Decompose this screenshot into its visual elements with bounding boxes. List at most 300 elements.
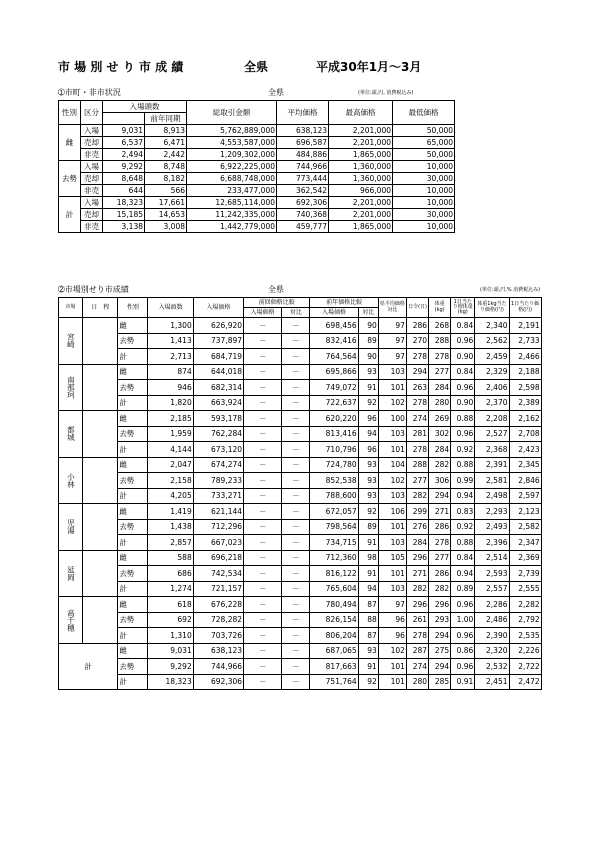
count-cell: 2,494 [103, 149, 145, 161]
count-cell: 9,031 [103, 125, 145, 137]
table-row [59, 612, 574, 628]
max-price-cell: 1,360,000 [329, 173, 393, 185]
daily-gain-cell: 0.96 [451, 597, 475, 613]
table-row [59, 197, 455, 209]
sex-cell: 去勢 [118, 519, 148, 535]
ly-ratio-cell: 89 [358, 519, 378, 535]
daily-gain-cell: 0.83 [451, 504, 475, 520]
prev-ratio-cell: － [282, 535, 310, 551]
pref-ratio-cell: 101 [378, 442, 406, 458]
price-cell: 696,218 [193, 550, 243, 566]
price-per-day-cell: 2,423 [509, 442, 541, 458]
age-cell: 278 [406, 628, 428, 644]
pref-ratio-cell: 102 [378, 643, 406, 659]
ly-ratio-cell: 92 [358, 395, 378, 411]
ly-ratio-cell: 98 [358, 550, 378, 566]
price-per-day-cell: 2,792 [509, 612, 541, 628]
price-cell: 737,897 [193, 333, 243, 349]
count-cell: 686 [148, 566, 193, 582]
prev-price-cell: － [244, 659, 282, 675]
daily-gain-cell: 0.84 [451, 318, 475, 334]
count-cell: 18,323 [148, 674, 193, 690]
price-cell: 712,296 [193, 519, 243, 535]
price-per-kg-cell: 2,581 [475, 473, 509, 489]
max-price-cell: 966,000 [329, 185, 393, 197]
market-name: 計 [59, 643, 118, 690]
table-row [59, 411, 574, 427]
count-cell: 1,820 [148, 395, 193, 411]
price-per-day-cell: 2,191 [509, 318, 541, 334]
ly-price-cell: 798,564 [310, 519, 358, 535]
ly-ratio-cell: 96 [358, 411, 378, 427]
prev-year-cell: 566 [145, 185, 187, 197]
category-cell: 非売 [81, 185, 103, 197]
price-per-day-cell: 2,369 [509, 550, 541, 566]
sex-label: 雌 [59, 125, 81, 161]
ly-ratio-cell: 94 [358, 426, 378, 442]
count-cell: 18,323 [103, 197, 145, 209]
table-row [59, 380, 574, 396]
sex-cell: 雌 [118, 504, 148, 520]
prev-price-cell: － [244, 333, 282, 349]
avg-price-cell: 740,368 [277, 209, 329, 221]
col-count: 入場頭数 [148, 298, 193, 318]
price-per-kg-cell: 2,329 [475, 364, 509, 380]
weight-cell: 269 [429, 411, 451, 427]
prev-price-cell: － [244, 566, 282, 582]
price-cell: 638,123 [193, 643, 243, 659]
price-per-day-cell: 2,466 [509, 349, 541, 365]
ly-ratio-cell: 93 [358, 643, 378, 659]
ly-ratio-cell: 93 [358, 457, 378, 473]
category-cell: 入場 [81, 161, 103, 173]
market-name: 小林 [59, 457, 83, 504]
daily-gain-cell: 0.90 [451, 349, 475, 365]
pref-ratio-cell: 102 [378, 395, 406, 411]
age-cell: 299 [406, 504, 428, 520]
table-row [59, 364, 574, 380]
pref-ratio-cell: 96 [378, 612, 406, 628]
table-row [59, 597, 574, 613]
pref-ratio-cell: 103 [378, 364, 406, 380]
price-per-kg-cell: 2,340 [475, 318, 509, 334]
price-per-kg-cell: 2,406 [475, 380, 509, 396]
weight-cell: 294 [429, 628, 451, 644]
daily-gain-cell: 0.94 [451, 566, 475, 582]
col-sex: 性別 [118, 298, 148, 318]
price-per-day-cell: 2,846 [509, 473, 541, 489]
prev-price-cell: － [244, 612, 282, 628]
total-amount-cell: 1,209,302,000 [187, 149, 277, 161]
age-cell: 276 [406, 519, 428, 535]
price-per-day-cell: 2,282 [509, 597, 541, 613]
prev-price-cell: － [244, 364, 282, 380]
prev-ratio-cell: － [282, 411, 310, 427]
col-prev-ratio: 対比 [282, 308, 310, 318]
daily-gain-cell: 0.90 [451, 395, 475, 411]
price-cell: 621,144 [193, 504, 243, 520]
pref-ratio-cell: 97 [378, 333, 406, 349]
avg-price-cell: 484,886 [277, 149, 329, 161]
pref-ratio-cell: 96 [378, 628, 406, 644]
pref-ratio-cell: 103 [378, 535, 406, 551]
category-cell: 非売 [81, 221, 103, 233]
age-cell: 263 [406, 380, 428, 396]
prev-ratio-cell: － [282, 581, 310, 597]
table-row [59, 161, 455, 173]
count-cell: 2,158 [148, 473, 193, 489]
price-per-kg-cell: 2,532 [475, 659, 509, 675]
sex-cell: 雌 [118, 643, 148, 659]
price-cell: 703,726 [193, 628, 243, 644]
table-row [59, 643, 574, 659]
col-max-price: 最高価格 [329, 101, 393, 125]
total-amount-cell: 6,688,748,000 [187, 173, 277, 185]
sex-cell: 計 [118, 488, 148, 504]
avg-price-cell: 773,444 [277, 173, 329, 185]
min-price-cell: 10,000 [393, 185, 455, 197]
prev-ratio-cell: － [282, 674, 310, 690]
prev-ratio-cell: － [282, 426, 310, 442]
price-cell: 626,920 [193, 318, 243, 334]
avg-price-cell: 638,123 [277, 125, 329, 137]
prev-ratio-cell: － [282, 612, 310, 628]
ly-price-cell: 764,564 [310, 349, 358, 365]
min-price-cell: 30,000 [393, 209, 455, 221]
daily-gain-cell: 0.96 [451, 628, 475, 644]
count-cell: 2,185 [148, 411, 193, 427]
prev-price-cell: － [244, 488, 282, 504]
table-row [59, 426, 574, 442]
table-row [59, 137, 455, 149]
ly-ratio-cell: 94 [358, 581, 378, 597]
count-cell: 2,047 [148, 457, 193, 473]
count-cell: 618 [148, 597, 193, 613]
count-cell: 9,031 [148, 643, 193, 659]
table-row [59, 674, 574, 690]
prev-price-cell: － [244, 457, 282, 473]
pref-ratio-cell: 105 [378, 550, 406, 566]
weight-cell: 284 [429, 380, 451, 396]
col-prev-price: 入場価格 [244, 308, 282, 318]
prev-ratio-cell: － [282, 488, 310, 504]
daily-gain-cell: 0.94 [451, 488, 475, 504]
count-cell: 946 [148, 380, 193, 396]
ly-ratio-cell: 88 [358, 612, 378, 628]
total-amount-cell: 6,922,225,000 [187, 161, 277, 173]
age-cell: 277 [406, 473, 428, 489]
total-amount-cell: 11,242,335,000 [187, 209, 277, 221]
weight-cell: 285 [429, 674, 451, 690]
ly-ratio-cell: 91 [358, 535, 378, 551]
ly-ratio-cell: 87 [358, 597, 378, 613]
table-row [59, 628, 574, 644]
weight-cell: 286 [429, 519, 451, 535]
age-cell: 296 [406, 550, 428, 566]
prev-price-cell: － [244, 318, 282, 334]
market-name: 児湯 [59, 504, 83, 551]
pref-ratio-cell: 100 [378, 411, 406, 427]
weight-cell: 294 [429, 659, 451, 675]
daily-gain-cell: 0.96 [451, 380, 475, 396]
date-cell [83, 504, 118, 551]
ly-price-cell: 722,637 [310, 395, 358, 411]
price-per-day-cell: 2,123 [509, 504, 541, 520]
title-period: 平成30年1月～3月 [316, 60, 422, 74]
pref-ratio-cell: 97 [378, 597, 406, 613]
weight-cell: 277 [429, 364, 451, 380]
table-row [59, 173, 455, 185]
daily-gain-cell: 0.84 [451, 550, 475, 566]
price-cell: 728,282 [193, 612, 243, 628]
market-name: 延岡 [59, 550, 83, 597]
age-cell: 278 [406, 349, 428, 365]
col-min-price: 最低価格 [393, 101, 455, 125]
age-cell: 261 [406, 612, 428, 628]
count-cell: 3,138 [103, 221, 145, 233]
table-row [59, 318, 574, 334]
prev-ratio-cell: － [282, 457, 310, 473]
age-cell: 274 [406, 411, 428, 427]
price-per-day-cell: 2,347 [509, 535, 541, 551]
prev-price-cell: － [244, 628, 282, 644]
age-cell: 280 [406, 674, 428, 690]
sex-cell: 去勢 [118, 380, 148, 396]
price-per-kg-cell: 2,390 [475, 628, 509, 644]
price-per-kg-cell: 2,396 [475, 535, 509, 551]
prev-price-cell: － [244, 380, 282, 396]
col-total-amount: 総取引金額 [187, 101, 277, 125]
daily-gain-cell: 0.84 [451, 364, 475, 380]
market-name: 宮崎 [59, 318, 83, 365]
ly-ratio-cell: 91 [358, 380, 378, 396]
weight-cell: 275 [429, 643, 451, 659]
price-cell: 762,284 [193, 426, 243, 442]
sex-cell: 雌 [118, 550, 148, 566]
count-cell: 1,413 [148, 333, 193, 349]
col-daily-gain: 1日当たり増体量(kg) [451, 298, 475, 318]
ly-price-cell: 712,360 [310, 550, 358, 566]
age-cell: 278 [406, 442, 428, 458]
ly-price-cell: 816,122 [310, 566, 358, 582]
pref-ratio-cell: 97 [378, 349, 406, 365]
price-per-day-cell: 2,598 [509, 380, 541, 396]
prev-ratio-cell: － [282, 519, 310, 535]
prev-price-cell: － [244, 674, 282, 690]
count-cell: 2,857 [148, 535, 193, 551]
weight-cell: 288 [429, 333, 451, 349]
max-price-cell: 1,865,000 [329, 221, 393, 233]
weight-cell: 280 [429, 395, 451, 411]
price-per-day-cell: 2,722 [509, 659, 541, 675]
price-cell: 684,719 [193, 349, 243, 365]
price-per-kg-cell: 2,451 [475, 674, 509, 690]
section1-area: 全県 [268, 88, 284, 97]
market-table [58, 297, 574, 690]
table-row [59, 659, 574, 675]
price-cell: 644,018 [193, 364, 243, 380]
prev-year-cell: 17,661 [145, 197, 187, 209]
price-cell: 593,178 [193, 411, 243, 427]
max-price-cell: 2,201,000 [329, 197, 393, 209]
price-cell: 663,924 [193, 395, 243, 411]
total-amount-cell: 12,685,114,000 [187, 197, 277, 209]
min-price-cell: 50,000 [393, 125, 455, 137]
price-per-day-cell: 2,582 [509, 519, 541, 535]
sex-cell: 雌 [118, 318, 148, 334]
ly-ratio-cell: 90 [358, 349, 378, 365]
table-row [59, 488, 574, 504]
ly-price-cell: 672,057 [310, 504, 358, 520]
prev-price-cell: － [244, 395, 282, 411]
price-per-kg-cell: 2,391 [475, 457, 509, 473]
avg-price-cell: 696,587 [277, 137, 329, 149]
ly-price-cell: 806,204 [310, 628, 358, 644]
age-cell: 296 [406, 597, 428, 613]
ly-price-cell: 852,538 [310, 473, 358, 489]
col-head-count: 入場頭数 [103, 101, 187, 113]
prev-price-cell: － [244, 504, 282, 520]
total-amount-cell: 5,762,889,000 [187, 125, 277, 137]
price-per-kg-cell: 2,293 [475, 504, 509, 520]
price-per-day-cell: 2,733 [509, 333, 541, 349]
col-prev-comparison: 前回価格比較 [244, 298, 310, 308]
prev-ratio-cell: － [282, 380, 310, 396]
price-per-kg-cell: 2,370 [475, 395, 509, 411]
price-per-day-cell: 2,226 [509, 643, 541, 659]
summary-table [58, 100, 455, 233]
sex-cell: 去勢 [118, 473, 148, 489]
sex-label: 計 [59, 197, 81, 233]
sex-cell: 計 [118, 674, 148, 690]
prev-ratio-cell: － [282, 504, 310, 520]
prev-ratio-cell: － [282, 473, 310, 489]
table-row [59, 535, 574, 551]
sex-cell: 去勢 [118, 612, 148, 628]
age-cell: 286 [406, 318, 428, 334]
weight-cell: 296 [429, 597, 451, 613]
avg-price-cell: 692,306 [277, 197, 329, 209]
table-row [59, 473, 574, 489]
ly-price-cell: 813,416 [310, 426, 358, 442]
daily-gain-cell: 0.88 [451, 457, 475, 473]
total-amount-cell: 233,477,000 [187, 185, 277, 197]
age-cell: 287 [406, 643, 428, 659]
weight-cell: 278 [429, 535, 451, 551]
price-cell: 676,228 [193, 597, 243, 613]
price-per-day-cell: 2,739 [509, 566, 541, 582]
prev-price-cell: － [244, 581, 282, 597]
daily-gain-cell: 0.96 [451, 426, 475, 442]
age-cell: 281 [406, 426, 428, 442]
max-price-cell: 2,201,000 [329, 125, 393, 137]
table-row [59, 125, 455, 137]
price-per-kg-cell: 2,286 [475, 597, 509, 613]
col-market: 市場 [59, 298, 83, 318]
ly-price-cell: 780,494 [310, 597, 358, 613]
weight-cell: 277 [429, 550, 451, 566]
price-cell: 692,306 [193, 674, 243, 690]
age-cell: 282 [406, 488, 428, 504]
ly-price-cell: 698,456 [310, 318, 358, 334]
ly-ratio-cell: 93 [358, 364, 378, 380]
daily-gain-cell: 0.96 [451, 659, 475, 675]
table-row [59, 349, 574, 365]
price-per-kg-cell: 2,493 [475, 519, 509, 535]
ly-price-cell: 724,780 [310, 457, 358, 473]
pref-ratio-cell: 104 [378, 457, 406, 473]
col-price-per-day: 1日当たり価格(円) [509, 298, 541, 318]
daily-gain-cell: 0.89 [451, 581, 475, 597]
col-ly-price: 入場価格 [310, 308, 358, 318]
price-per-kg-cell: 2,459 [475, 349, 509, 365]
price-per-kg-cell: 2,208 [475, 411, 509, 427]
table-row [59, 566, 574, 582]
price-cell: 742,534 [193, 566, 243, 582]
age-cell: 270 [406, 333, 428, 349]
prev-ratio-cell: － [282, 659, 310, 675]
ly-ratio-cell: 87 [358, 628, 378, 644]
table-row [59, 185, 455, 197]
price-per-kg-cell: 2,557 [475, 581, 509, 597]
weight-cell: 271 [429, 504, 451, 520]
total-amount-cell: 4,553,587,000 [187, 137, 277, 149]
ly-price-cell: 695,866 [310, 364, 358, 380]
prev-price-cell: － [244, 550, 282, 566]
prev-ratio-cell: － [282, 566, 310, 582]
weight-cell: 282 [429, 457, 451, 473]
daily-gain-cell: 0.91 [451, 674, 475, 690]
table-row [59, 209, 455, 221]
daily-gain-cell: 0.92 [451, 519, 475, 535]
ly-ratio-cell: 93 [358, 488, 378, 504]
sex-cell: 去勢 [118, 333, 148, 349]
sex-cell: 雌 [118, 411, 148, 427]
count-cell: 9,292 [103, 161, 145, 173]
col-ly-ratio: 対比 [358, 308, 378, 318]
col-date: 日 程 [83, 298, 118, 318]
prev-ratio-cell: － [282, 318, 310, 334]
daily-gain-cell: 0.88 [451, 411, 475, 427]
sex-cell: 計 [118, 442, 148, 458]
col-avg-price: 平均価格 [277, 101, 329, 125]
price-per-kg-cell: 2,368 [475, 442, 509, 458]
price-cell: 789,233 [193, 473, 243, 489]
section1-unit: (単位:頭,円, 消費税込み) [358, 90, 414, 96]
col-prev-year: 前年同期 [145, 113, 187, 125]
date-cell [83, 364, 118, 411]
table-row [59, 581, 574, 597]
price-cell: 733,271 [193, 488, 243, 504]
daily-gain-cell: 0.88 [451, 535, 475, 551]
pref-ratio-cell: 101 [378, 566, 406, 582]
min-price-cell: 10,000 [393, 161, 455, 173]
age-cell: 274 [406, 659, 428, 675]
avg-price-cell: 744,966 [277, 161, 329, 173]
prev-price-cell: － [244, 442, 282, 458]
section2-area: 全県 [268, 285, 284, 294]
ly-ratio-cell: 90 [358, 318, 378, 334]
price-cell: 744,966 [193, 659, 243, 675]
price-per-day-cell: 2,472 [509, 674, 541, 690]
pref-ratio-cell: 97 [378, 318, 406, 334]
count-cell: 874 [148, 364, 193, 380]
sex-cell: 雌 [118, 597, 148, 613]
sex-cell: 計 [118, 395, 148, 411]
col-sex: 性別 [59, 101, 81, 125]
prev-price-cell: － [244, 411, 282, 427]
daily-gain-cell: 0.86 [451, 643, 475, 659]
